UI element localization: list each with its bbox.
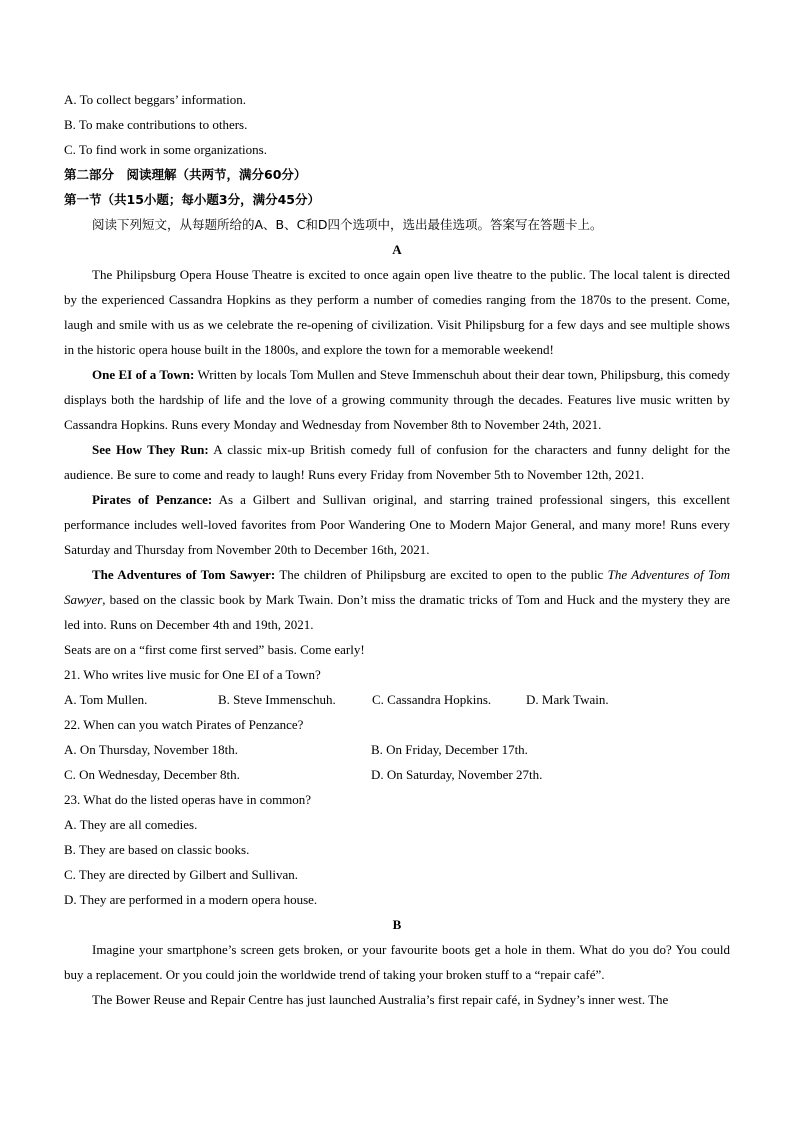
subsection-title: 第一节（共15小题；每小题3分，满分45分） [64, 192, 320, 207]
opera-text-2: A classic mix-up British comedy full of confusion for the characters and funny delight for the audience. Be sure to come and ready to laugh! Runs every Friday from November 5th to November 12th, 2021. [64, 442, 730, 482]
passage-b-label: B [392, 917, 402, 932]
question-22-options-row1 [64, 737, 730, 762]
opera-text-1: Written by locals Tom Mullen and Steve Immenschuh about their dear town, Philipsburg, this comedy displays both the hardship of life and the love of a growing community through the decades. Features live music written by Cassandra Hopkins. Runs every Monday and Wednesday from November 8th to November 24th, 2021. [64, 367, 730, 432]
page-content [64, 87, 730, 1012]
prev-option-c: C. To find work in some organizations. [64, 142, 267, 157]
q23-option-c: C. They are directed by Gilbert and Sullivan. [64, 867, 299, 882]
q21-option-b: B. Steve Immenschuh. [218, 692, 336, 707]
question-22-options-row2 [64, 762, 730, 787]
opera-title-4: The Adventures of Tom Sawyer: [92, 567, 276, 582]
opera-item-1 [64, 362, 730, 437]
opera-text-4-italic: The Adventures of Tom Sawyer [64, 567, 730, 607]
passage-b-paragraph-1: Imagine your smartphone’s screen gets broken, or your favourite boots get a hole in them. What do you do? You could buy a replacement. Or you could join the worldwide trend of taking your broken stuff to a “repair café”. [64, 942, 730, 982]
opera-text-4a: The children of Philipsburg are excited to open to the public [275, 567, 608, 582]
q23-option-b: B. They are based on classic books. [64, 842, 250, 857]
passage-b-paragraph-2: The Bower Reuse and Repair Centre has just launched Australia’s first repair café, in Sydney’s inner west. The [92, 992, 669, 1007]
q22-option-c: C. On Wednesday, December 8th. [64, 767, 240, 782]
opera-title-2: See How They Run: [92, 442, 209, 457]
opera-title-1: One EI of a Town: [92, 367, 195, 382]
question-21: 21. Who writes live music for One EI of a Town? [64, 667, 321, 682]
q23-option-a: A. They are all comedies. [64, 817, 198, 832]
q22-option-b: B. On Friday, December 17th. [371, 742, 528, 757]
instruction-text: 阅读下列短文，从每题所给的A、B、C和D四个选项中，选出最佳选项。答案写在答题卡上。 [92, 217, 603, 232]
q21-option-c: C. Cassandra Hopkins. [372, 692, 492, 707]
q21-option-a: A. Tom Mullen. [64, 692, 148, 707]
q22-option-a: A. On Thursday, November 18th. [64, 742, 239, 757]
opera-item-2 [64, 437, 730, 487]
opera-title-3: Pirates of Penzance: [92, 492, 213, 507]
opera-text-3: As a Gilbert and Sullivan original, and starring trained professional singers, this excellent performance includes well-loved favorites from Poor Wandering One to Modern Major General, and many more! Runs every Saturday and Thursday from November 20th to December 16th, 2021. [64, 492, 730, 557]
seats-note: Seats are on a “first come first served” basis. Come early! [64, 642, 365, 657]
section-title: 第二部分 阅读理解（共两节，满分60分） [64, 167, 307, 182]
passage-a-intro: The Philipsburg Opera House Theatre is excited to once again open live theatre to the public. The local talent is directed by the experienced Cassandra Hopkins as they perform a number of comedies ranging from the 1870s to the present. Come, laugh and smile with us as we celebrate the re-opening of civilization. Visit Philipsburg for a few days and see multiple shows in the historic opera house built in the 1800s, and explore the town for a memorable weekend! [64, 267, 730, 357]
opera-item-3 [64, 487, 730, 562]
question-21-options [64, 687, 730, 712]
q22-option-d: D. On Saturday, November 27th. [371, 767, 543, 782]
opera-text-4b: , based on the classic book by Mark Twain. Don’t miss the dramatic tricks of Tom and Huck and the mystery they are led into. Runs on December 4th and 19th, 2021. [64, 592, 730, 632]
prev-option-b: B. To make contributions to others. [64, 117, 248, 132]
question-23: 23. What do the listed operas have in common? [64, 792, 312, 807]
q23-option-d: D. They are performed in a modern opera house. [64, 892, 318, 907]
question-22: 22. When can you watch Pirates of Penzance? [64, 717, 304, 732]
opera-item-4 [64, 562, 730, 637]
q21-option-d: D. Mark Twain. [526, 692, 609, 707]
prev-option-a: A. To collect beggars’ information. [64, 92, 246, 107]
passage-a-label: A [392, 242, 402, 257]
